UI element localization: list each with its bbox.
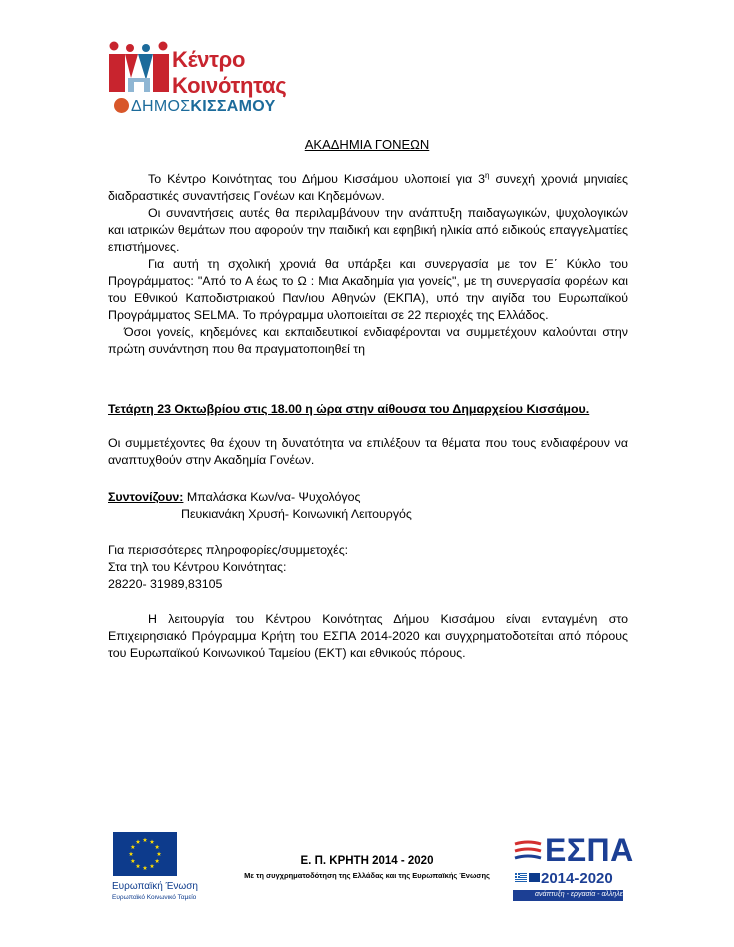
eu-label: Ευρωπαϊκή Ένωση — [112, 881, 198, 892]
eu-star-icon — [131, 845, 136, 849]
espa-wordmark: ΕΣΠΑ — [545, 832, 634, 868]
eu-stars-icon — [113, 832, 177, 876]
funding-paragraph: Η λειτουργία του Κέντρου Κοινότητας Δήμου Κισσάμου είναι ενταγμένη στο Επιχειρησιακό Πρόγραμμα Κρήτη του ΕΣΠΑ 2014-2020 και συγχρηματοδοτείται από πόρους του Ευρωπαϊκού Κοινωνικού Ταμείου (ΕΚΤ) και εθνικούς πόρους. — [108, 612, 628, 660]
contact-info-label: Για περισσότερες πληροφορίες/συμμετοχές: — [108, 543, 349, 557]
contact-phone-label: Στα τηλ του Κέντρου Κοινότητας: — [108, 560, 287, 574]
contact-phone: 28220- 31989,83105 — [108, 577, 223, 591]
paragraph-cooperation: Για αυτή τη σχολική χρονιά θα υπάρξει και συνεργασία με τον Ε΄ Κύκλο του Προγράμματος: "Από το Α έως το Ω : Μια Ακαδημία για γονείς", με τη συνεργασία φορέων και του Εθνικού Καποδιστριακού Παν/ιου Αθηνών (ΕΚΠΑ), υπό την αιγίδα του Ευρωπαϊκού Προγράμματος SELMA. Το πρόγραμμα υλοποιείται σε 22 περιοχές της Ελλάδος. — [108, 257, 628, 322]
coordinator-second: Πευκιανάκη Χρυσή- Κοινωνική Λειτουργός — [181, 507, 412, 521]
document-title: ΑΚΑΔΗΜΙΑ ΓΟΝΕΩΝ — [304, 137, 430, 152]
paragraph-topics: Οι συναντήσεις αυτές θα περιλαμβάνουν την ανάπτυξη παιδαγωγικών, ψυχολογικών και ιατρικών θεμάτων που αφορούν την παιδική και εφηβική ηλικία από ειδικούς επαγγελματίες επιστήμονες. — [108, 206, 628, 254]
intro-paragraphs — [108, 171, 628, 358]
program-title: Ε. Π. ΚΡΗΤΗ 2014 - 2020 — [300, 855, 434, 867]
logo-title: Κέντρο Κοινότητας — [172, 47, 287, 98]
espa-tagline: ανάπτυξη - εργασία - αλληλεγγύη — [535, 891, 638, 898]
eu-mini-flag-icon — [529, 873, 540, 882]
logo-municipality: ΔΗΜΟΣΚΙΣΣΑΜΟΥ — [114, 98, 276, 116]
paragraph-invitation: Όσοι γονείς, κηδεμόνες και εκπαιδευτικοί ενδιαφέρονται να συμμετέχουν καλούνται στην πρώτη συνάντηση που θα πραγματοποιηθεί τη — [108, 325, 628, 356]
community-center-logo — [108, 40, 308, 126]
program-subtitle: Με τη συγχρηματοδότηση της Ελλάδας και της Ευρωπαϊκής Ένωσης — [244, 871, 490, 880]
eu-flag — [113, 832, 177, 876]
paragraph-participants: Οι συμμετέχοντες θα έχουν τη δυνατότητα να επιλέξουν τα θέματα που τους ενδιαφέρουν να αναπτυχθούν στην Ακαδημία Γονέων. — [108, 436, 628, 467]
espa-years: 2014-2020 — [541, 870, 613, 887]
espa-stripes-icon — [513, 840, 543, 866]
eu-star-icon — [155, 845, 160, 849]
espa-logo — [513, 832, 638, 902]
greek-flag-icon — [515, 873, 527, 882]
eu-star-icon — [143, 838, 148, 842]
paragraph-intro: Το Κέντρο Κοινότητας του Δήμου Κισσάμου υλοποιεί για $3^\eta$ συνεχή χρονιά μηνιαίες διαδραστικές συναντήσεις Γονέων και Κηδεμόνων. — [108, 170, 629, 203]
eu-fund-label: Ευρωπαϊκό Κοινωνικό Ταμείο — [112, 894, 197, 901]
eu-star-icon — [150, 839, 155, 843]
family-figures-icon — [108, 40, 170, 96]
eu-star-icon — [136, 839, 141, 843]
municipality-emblem-icon — [114, 98, 129, 113]
event-details: Τετάρτη 23 Οκτωβρίου στις 18.00 η ώρα στην αίθουσα του Δημαρχείου Κισσάμου. — [108, 402, 590, 416]
coordinators-line: Συντονίζουν: Μπαλάσκα Κων/να- Ψυχολόγος — [108, 490, 361, 504]
